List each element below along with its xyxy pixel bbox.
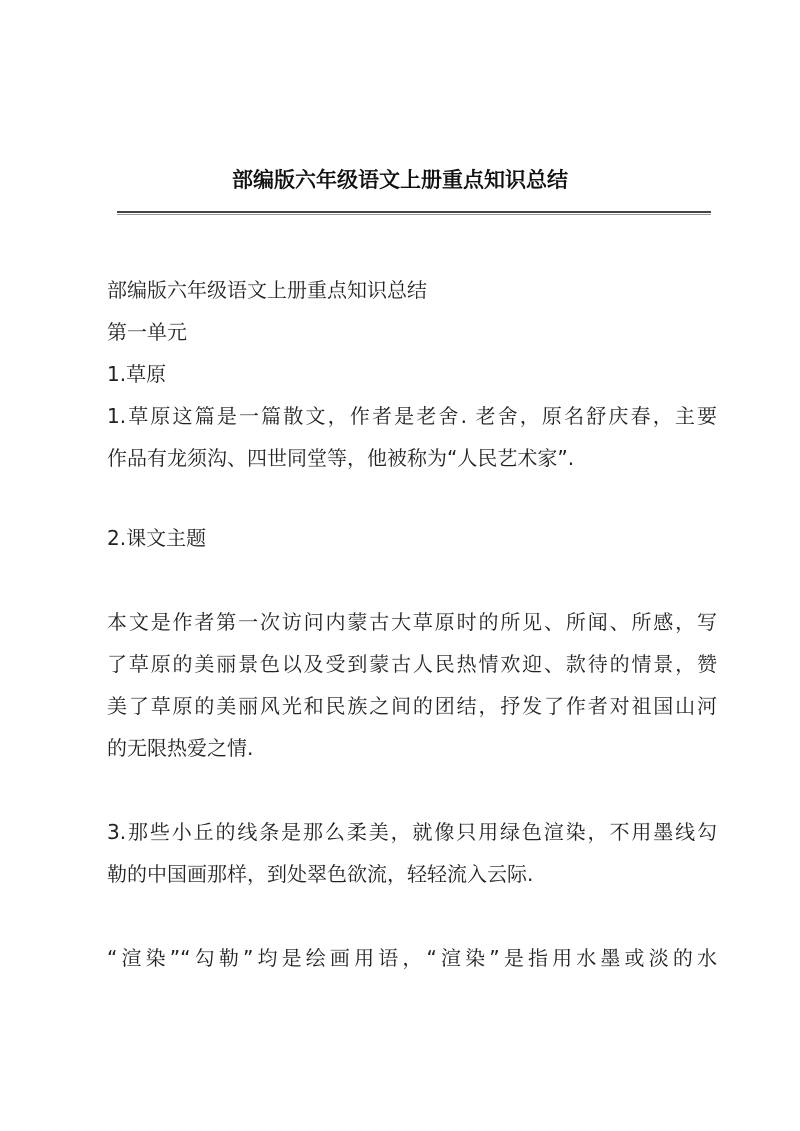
- body-block-1: [107, 269, 717, 479]
- title-divider-thin: [117, 214, 711, 215]
- paragraph-2-line-2: 了草原的美丽景色以及受到蒙古人民热情欢迎、款待的情景，赞: [107, 652, 717, 676]
- paragraph-2-line-4: 的无限热爱之情.: [107, 736, 254, 760]
- paragraph-2-line-1: 本文是作者第一次访问内蒙古大草原时的所见、所闻、所感，写: [107, 610, 717, 634]
- heading-line: 部编版六年级语文上册重点知识总结: [107, 278, 427, 302]
- body-block-3: [107, 601, 717, 769]
- paragraph-1-line-2: 作品有龙须沟、四世同堂等，他被称为“人民艺术家”.: [107, 446, 575, 470]
- unit-heading: 第一单元: [107, 320, 187, 344]
- lesson-heading: 1.草原: [107, 362, 167, 386]
- theme-heading: 2.课文主题: [107, 526, 207, 550]
- page-title: 部编版六年级语文上册重点知识总结: [232, 167, 568, 192]
- paragraph-4-line-1: “渲染”“勾勒”均是绘画用语，“渲染”是指用水墨或淡的水: [107, 946, 717, 970]
- paragraph-3-line-2: 勒的中国画那样，到处翠色欲流，轻轻流入云际.: [107, 862, 534, 886]
- body-block-5: [107, 937, 717, 979]
- paragraph-1-line-1: 1.草原这篇是一篇散文，作者是老舍. 老舍，原名舒庆春，主要: [107, 404, 717, 428]
- body-block-2: [107, 517, 717, 559]
- body-block-4: [107, 811, 717, 895]
- paragraph-2-line-3: 美了草原的美丽风光和民族之间的团结，抒发了作者对祖国山河: [107, 694, 717, 718]
- title-divider: [117, 211, 711, 213]
- paragraph-3-line-1: 3.那些小丘的线条是那么柔美，就像只用绿色渲染，不用墨线勾: [107, 820, 717, 844]
